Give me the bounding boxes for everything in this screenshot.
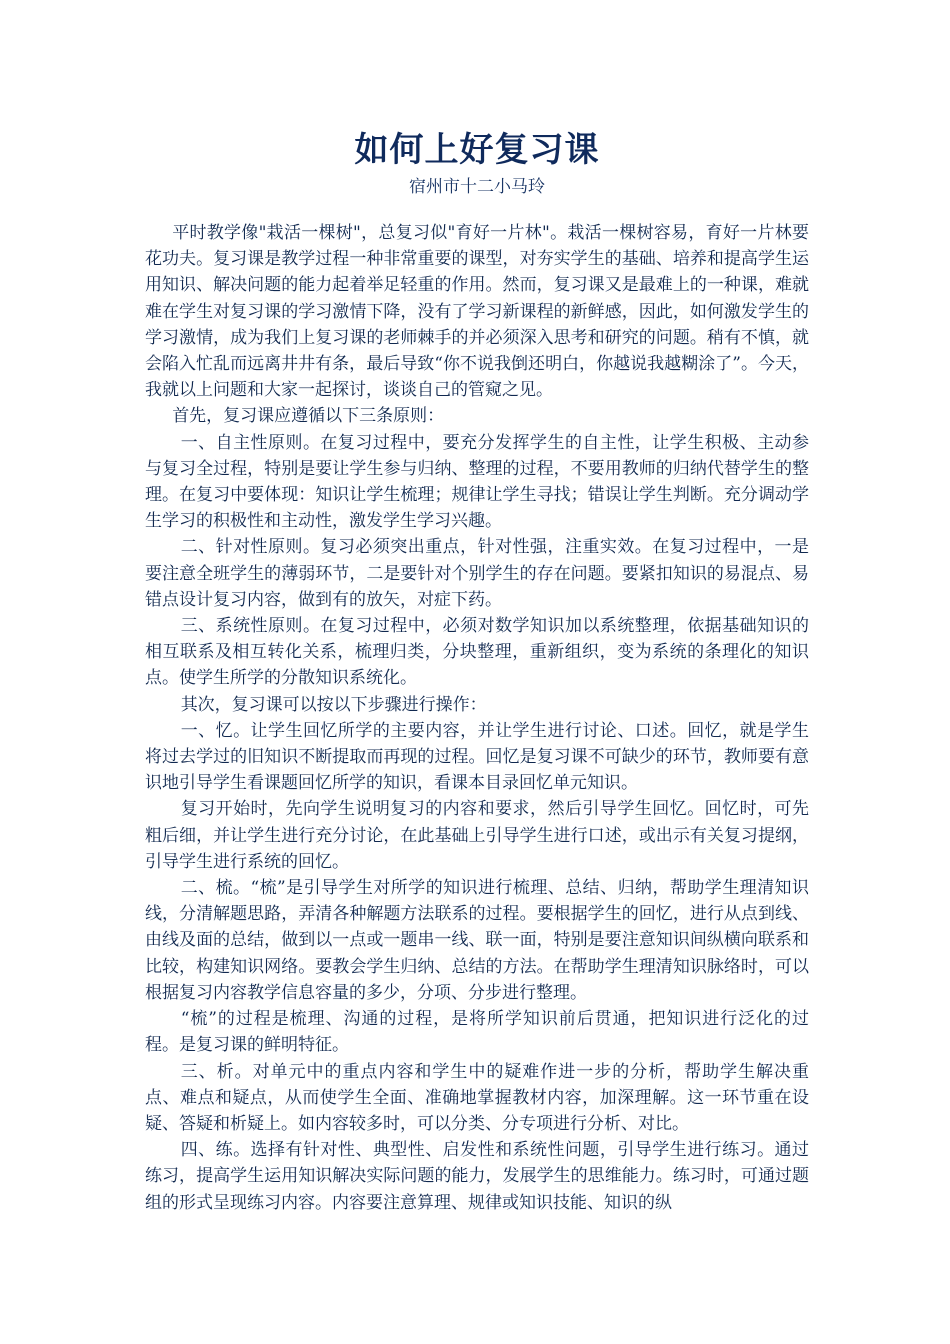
- paragraph-principle-3: 三、系统性原则。在复习过程中，必须对数学知识加以系统整理，依据基础知识的相互联系及相互转化关系，梳理归类，分块整理，重新组织，变为系统的条理化的知识点。使学生所学的分散知识系统化。: [145, 616, 809, 689]
- paragraph-principles-heading: 首先，复习课应遵循以下三条原则：: [172, 406, 445, 427]
- document-title: 如何上好复习课: [354, 130, 600, 170]
- paragraph-intro: 平时教学像"栽活一棵树"，总复习似"育好一片林"。栽活一棵树容易，育好一片林要花功夫。复习课是教学过程一种非常重要的课型，对夯实学生的基础、培养和提高学生运用知识、解决问题的能力起着举足轻重的作用。然而，复习课又是最难上的一种课，难就难在学生对复习课的学习激情下降，没有了学习新课程的新鲜感，因此，如何激发学生的学习激情，成为我们上复习课的老师棘手的并必须深入思考和研究的问题。稍有不慎，就会陷入忙乱而远离井井有条，最后导致“你不说我倒还明白，你越说我越糊涂了”。今天，我就以上问题和大家一起探讨，谈谈自己的管窥之见。: [145, 223, 809, 401]
- paragraph-steps-heading: 其次，复习课可以按以下步骤进行操作：: [180, 694, 487, 715]
- paragraph-principle-1: 一、自主性原则。在复习过程中，要充分发挥学生的自主性，让学生积极、主动参与复习全过程，特别是要让学生参与归纳、整理的过程，不要用教师的归纳代替学生的整理。在复习中要体现：知识让学生梳理；规律让学生寻找；错误让学生判断。充分调动学生学习的积极性和主动性，激发学生学习兴趣。: [145, 432, 809, 532]
- paragraph-step-organize: 二、梳。“梳”是引导学生对所学的知识进行梳理、总结、归纳，帮助学生理清知识线，分清解题思路，弄清各种解题方法联系的过程。要根据学生的回忆，进行从点到线、由线及面的总结，做到以一点或一题串一线、联一面，特别是要注意知识间纵横向联系和比较，构建知识网络。要教会学生归纳、总结的方法。在帮助学生理清知识脉络时，可以根据复习内容教学信息容量的多少，分项、分步进行整理。: [145, 878, 809, 1003]
- paragraph-step-recall-detail: 复习开始时，先向学生说明复习的内容和要求，然后引导学生回忆。回忆时，可先粗后细，并让学生进行充分讨论，在此基础上引导学生进行口述，或出示有关复习提纲，引导学生进行系统的回忆。: [145, 799, 809, 872]
- paragraph-step-recall: 一、忆。让学生回忆所学的主要内容，并让学生进行讨论、口述。回忆，就是学生将过去学过的旧知识不断提取而再现的过程。回忆是复习课不可缺少的环节，教师要有意识地引导学生看课题回忆所学的知识，看课本目录回忆单元知识。: [145, 720, 809, 794]
- document-page: [145, 128, 809, 1216]
- document-author: 宿州市十二小马玲: [409, 177, 545, 197]
- paragraph-step-analyze: 三、析。对单元中的重点内容和学生中的疑难作进一步的分析，帮助学生解决重点、难点和疑点，从而使学生全面、准确地掌握教材内容，加深理解。这一环节重在设疑、答疑和析疑上。如内容较多时，可以分类、分专项进行分析、对比。: [145, 1061, 809, 1134]
- paragraph-step-organize-detail: “梳”的过程是梳理、沟通的过程，是将所学知识前后贯通，把知识进行泛化的过程。是复习课的鲜明特征。: [145, 1009, 809, 1056]
- paragraph-step-practice: 四、练。选择有针对性、典型性、启发性和系统性问题，引导学生进行练习。通过练习，提高学生运用知识解决实际问题的能力，发展学生的思维能力。练习时，可通过题组的形式呈现练习内容。内容要注意算理、规律或知识技能、知识的纵: [145, 1140, 809, 1213]
- document-body: [145, 220, 809, 1216]
- paragraph-principle-2: 二、针对性原则。复习必须突出重点，针对性强，注重实效。在复习过程中，一是要注意全班学生的薄弱环节，二是要针对个别学生的存在问题。要紧扣知识的易混点、易错点设计复习内容，做到有的放矢，对症下药。: [145, 537, 809, 610]
